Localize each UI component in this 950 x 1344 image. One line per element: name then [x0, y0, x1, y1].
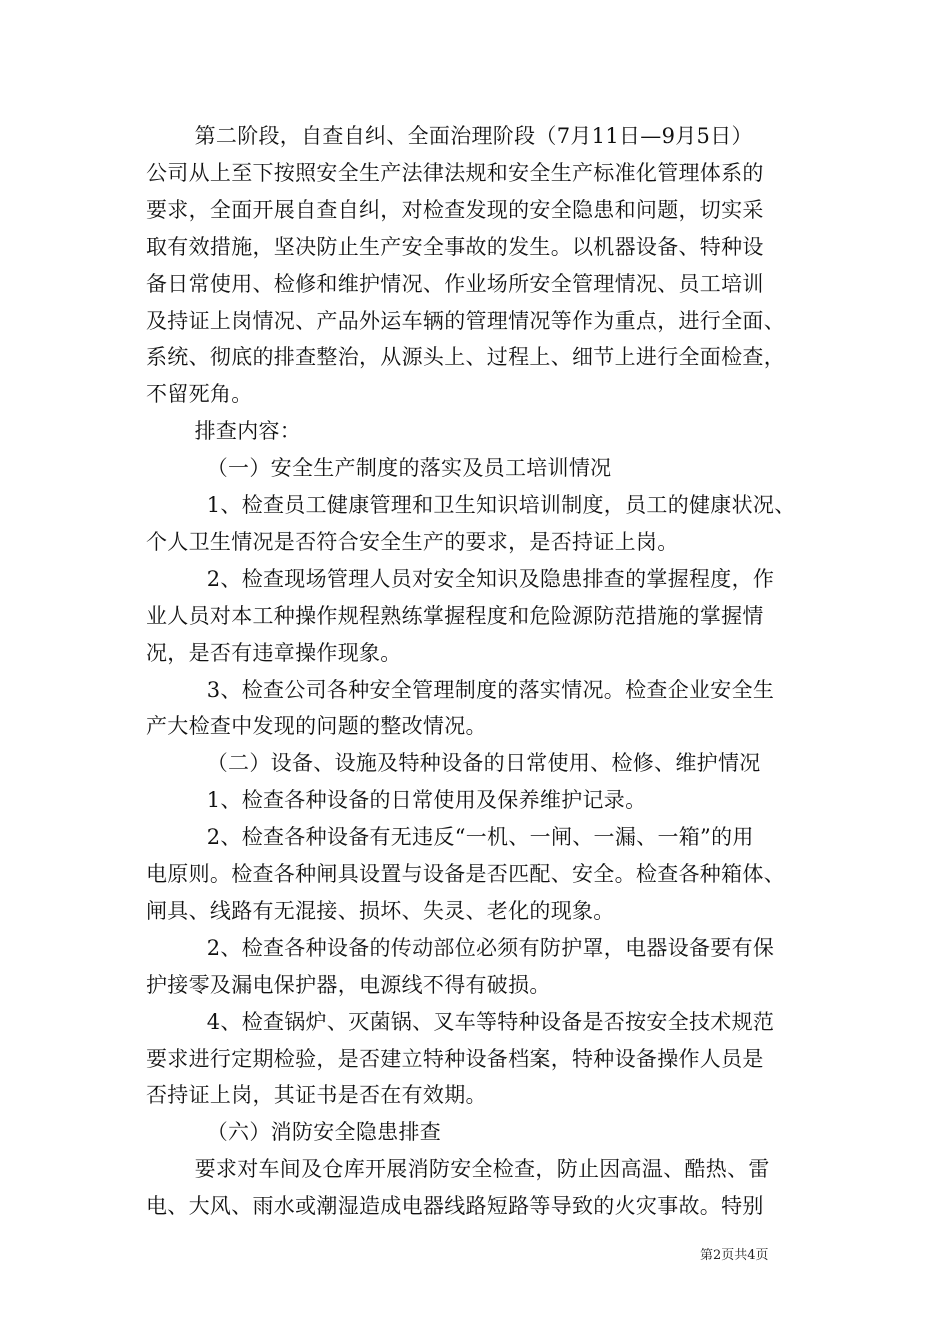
- body-text-line: 电原则。检查各种闸具设置与设备是否匹配、安全。检查各种箱体、: [146, 862, 785, 886]
- body-text-line: 业人员对本工种操作规程熟练掌握程度和危险源防范措施的掌握情: [146, 603, 764, 628]
- body-text-line: 否持证上岗，其证书是否在有效期。: [146, 1083, 487, 1108]
- body-text-line: 个人卫生情况是否符合安全生产的要求，是否持证上岗。: [146, 529, 679, 554]
- body-text-line: 备日常使用、检修和维护情况、作业场所安全管理情况、员工培训: [146, 271, 764, 296]
- body-text-line: 闸具、线路有无混接、损坏、失灵、老化的现象。: [146, 898, 615, 923]
- body-text-line: 2、检查各种设备的传动部位必须有防护罩，电器设备要有保: [206, 935, 775, 960]
- body-text-line: 产大检查中发现的问题的整改情况。: [146, 714, 487, 739]
- body-text-line: （一）安全生产制度的落实及员工培训情况: [206, 456, 612, 481]
- body-text-line: 排查内容：: [194, 419, 302, 444]
- body-text-line: 4、检查锅炉、灭菌锅、叉车等特种设备是否按安全技术规范: [206, 1009, 775, 1034]
- body-text-line: （二）设备、设施及特种设备的日常使用、检修、维护情况: [206, 751, 761, 776]
- body-text-line: 系统、彻底的排查整治，从源头上、过程上、细节上进行全面检查，: [146, 345, 785, 370]
- body-text-line: 2、检查各种设备有无违反“一机、一闸、一漏、一箱”的用: [206, 825, 754, 850]
- body-text-line: 公司从上至下按照安全生产法律法规和安全生产标准化管理体系的: [146, 160, 764, 185]
- body-text-line: （六）消防安全隐患排查: [206, 1120, 442, 1145]
- body-text-line: 3、检查公司各种安全管理制度的落实情况。检查企业安全生: [206, 677, 775, 702]
- body-text-line: 1、检查员工健康管理和卫生知识培训制度，员工的健康状况、: [206, 493, 796, 517]
- body-text-line: 第二阶段，自查自纠、全面治理阶段（7月11日—9月5日）: [194, 124, 753, 148]
- body-text-line: 况，是否有违章操作现象。: [146, 640, 402, 665]
- body-text-line: 不留死角。: [146, 382, 253, 407]
- body-text-line: 及持证上岗情况、产品外运车辆的管理情况等作为重点，进行全面、: [146, 308, 785, 333]
- body-text-line: 要求进行定期检验，是否建立特种设备档案，特种设备操作人员是: [146, 1046, 764, 1071]
- page-number: 第2页共4页: [700, 1248, 769, 1263]
- body-text-line: 2、检查现场管理人员对安全知识及隐患排查的掌握程度，作: [206, 566, 775, 591]
- body-text-line: 要求对车间及仓库开展消防安全检查，防止因高温、酷热、雷: [194, 1157, 770, 1182]
- body-text-line: 要求，全面开展自查自纠，对检查发现的安全隐患和问题，切实采: [146, 197, 764, 222]
- body-text-line: 电、大风、雨水或潮湿造成电器线路短路等导致的火灾事故。特别: [146, 1194, 764, 1219]
- body-text-line: 1、检查各种设备的日常使用及保养维护记录。: [206, 788, 647, 813]
- body-text-line: 取有效措施，坚决防止生产安全事故的发生。以机器设备、特种设: [146, 234, 764, 259]
- body-text-line: 护接零及漏电保护器，电源线不得有破损。: [146, 972, 551, 997]
